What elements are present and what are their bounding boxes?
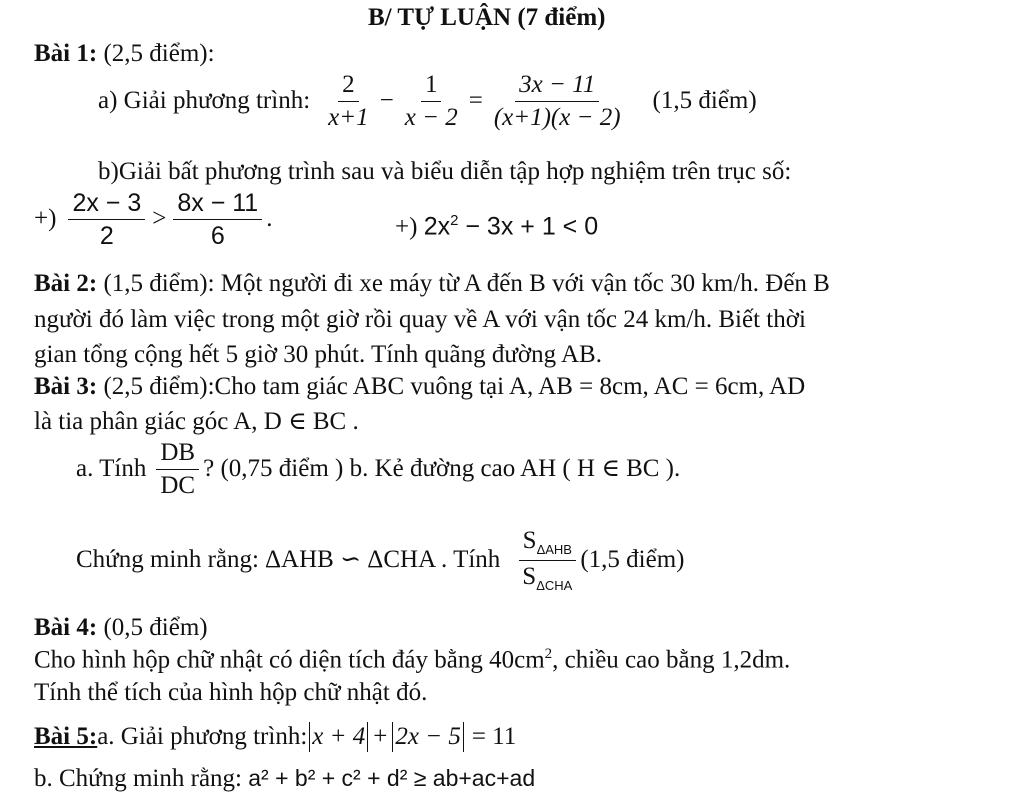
- fraction-numerator: 2x − 3: [68, 190, 145, 220]
- ineq1-prefix: +): [34, 205, 57, 233]
- bai3-text-1: (2,5 điểm):Cho tam giác ABC vuông tại A, AB = 8cm, AC = 6cm, AD: [97, 373, 806, 400]
- fraction-numerator: 1: [421, 72, 442, 102]
- bai1a-fraction-3: [490, 72, 625, 132]
- fraction-denominator: x − 2: [404, 104, 458, 132]
- ineq2-prefix: +): [395, 213, 418, 241]
- fraction-denominator: 2: [99, 222, 114, 251]
- bai3a-line: [76, 440, 680, 500]
- bai3-heading: Bài 3:: [34, 373, 98, 400]
- ineq2-rest: − 3x + 1 < 0: [458, 212, 599, 241]
- abs-bar-icon: [309, 722, 310, 752]
- plus-sign: +: [373, 722, 388, 750]
- fraction-numerator: DB: [156, 440, 199, 470]
- bai4-text-1a: Cho hình hộp chữ nhật có diện tích đáy bằng 40cm: [34, 646, 545, 674]
- bai3a-fraction: [156, 440, 199, 500]
- bai3-line-1: [34, 373, 805, 402]
- bai3-prove-points: (1,5 điểm): [580, 545, 685, 573]
- section-title: B/ TỰ LUẬN (7 điểm): [368, 4, 606, 31]
- bai3-area-ratio: [518, 528, 576, 592]
- abs-bar-icon: [392, 722, 393, 752]
- bai2-line-2: người đó làm việc trong một giờ rồi quay về A với vận tốc 24 km/h. Biết thời: [34, 306, 806, 333]
- bai4-line-1: [34, 646, 790, 675]
- bai1a-label: a) Giải phương trình:: [98, 87, 311, 115]
- bai4-line-2: Tính thể tích của hình hộp chữ nhật đó.: [34, 679, 428, 706]
- bai5b-line: [34, 765, 535, 794]
- bai1-heading-line: [34, 40, 215, 69]
- bai5-heading: Bài 5:: [34, 722, 98, 750]
- bai2-heading: Bài 2:: [34, 270, 98, 297]
- bai1b-inequality-1: [34, 190, 272, 250]
- bai1b-inequality-2: [395, 212, 598, 242]
- greater-than-sign: >: [152, 205, 167, 233]
- abs-value-2: 2x − 5: [395, 722, 461, 750]
- bai3-similar-text: ΔAHB ∽ ΔCHA . Tính: [264, 545, 501, 573]
- bai4-heading-line: [34, 614, 208, 643]
- ineq2-exponent: 2: [450, 212, 459, 229]
- minus-sign: −: [379, 87, 394, 115]
- bai5b-expression: a² + b² + c² + d² ≥ ab+ac+ad: [248, 765, 536, 791]
- equals-sign: =: [468, 87, 483, 115]
- ineq2-lhs: 2x: [423, 212, 451, 241]
- fraction-denominator: 6: [210, 222, 225, 251]
- bai2-line-3: gian tổng cộng hết 5 giờ 30 phút. Tính quãng đường AB.: [34, 341, 602, 368]
- bai1-heading: Bài 1:: [34, 40, 98, 67]
- bai4-points: (0,5 điểm): [97, 614, 208, 641]
- bai5a-line: [34, 722, 516, 752]
- bai5a-label: a. Giải phương trình:: [97, 722, 308, 750]
- area-subscript: ΔCHA: [536, 577, 573, 593]
- abs-bar-icon: [367, 722, 368, 752]
- bai3a-label: a. Tính: [76, 455, 147, 483]
- fraction-numerator: 2: [338, 72, 359, 102]
- bai4-text-1b: , chiều cao bằng 1,2dm.: [552, 646, 791, 674]
- ineq1-dot: .: [266, 205, 273, 233]
- bai1a-fraction-2: [401, 72, 462, 132]
- fraction-numerator: 8x − 11: [173, 190, 262, 220]
- fraction-denominator: DC: [160, 472, 196, 500]
- bai1a-equation-line: [98, 72, 757, 132]
- bai1-points: (2,5 điểm):: [97, 40, 215, 67]
- ineq1-fraction-1: [68, 190, 145, 250]
- bai3-line-2: là tia phân giác góc A, D ∈ BC .: [34, 408, 359, 435]
- bai4-exponent: 2: [544, 646, 553, 662]
- fraction-numerator: 3x − 11: [515, 72, 599, 102]
- bai1a-fraction-1: [324, 72, 372, 132]
- bai1a-points: (1,5 điểm): [652, 87, 757, 115]
- fraction-denominator: x+1: [328, 104, 369, 132]
- abs-bar-icon: [463, 722, 464, 752]
- abs-value-1: x + 4: [312, 722, 366, 750]
- bai3-prove-label: Chứng minh rằng:: [76, 545, 259, 573]
- bai4-heading: Bài 4:: [34, 614, 98, 641]
- bai2-line-1: [34, 270, 830, 299]
- area-symbol: S: [522, 527, 537, 554]
- bai5a-rhs: = 11: [471, 722, 517, 750]
- bai5b-label: b. Chứng minh rằng:: [34, 765, 249, 792]
- area-symbol: S: [522, 562, 537, 590]
- bai3a-rest: ? (0,75 điểm ) b. Kẻ đường cao AH ( H ∈ BC ).: [203, 455, 681, 483]
- fraction-denominator: (x+1)(x − 2): [493, 104, 621, 132]
- bai1b-label: b)Giải bất phương trình sau và biểu diễn tập hợp nghiệm trên trục số:: [98, 158, 792, 185]
- area-subscript: ΔAHB: [536, 542, 572, 557]
- bai3-prove-line: [76, 528, 684, 592]
- ineq1-fraction-2: [173, 190, 262, 250]
- bai2-text-1: (1,5 điểm): Một người đi xe máy từ A đến B với vận tốc 30 km/h. Đến B: [97, 270, 830, 297]
